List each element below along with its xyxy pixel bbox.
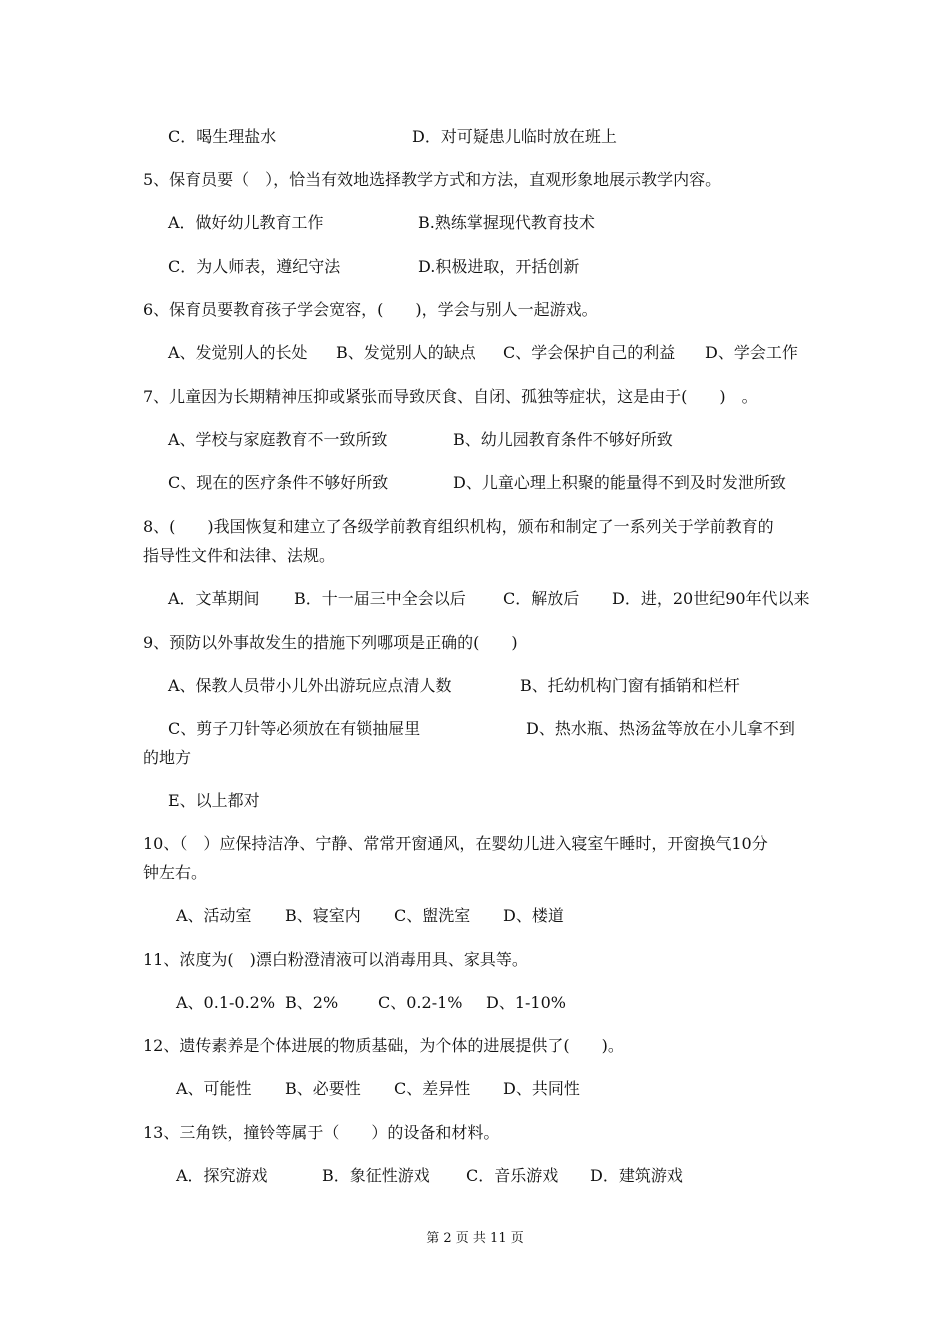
page-footer: 第 2 页 共 11 页 bbox=[426, 1231, 524, 1246]
q9-option-b: B、托幼机构门窗有插销和栏杆 bbox=[520, 676, 740, 695]
q11-option-b: B、2% bbox=[285, 993, 339, 1012]
q5-option-d: D.积极进取，开括创新 bbox=[418, 257, 580, 276]
q4-option-c: C．喝生理盐水 bbox=[168, 127, 277, 146]
q9-option-d-line1: D、热水瓶、热汤盆等放在小儿拿不到 bbox=[526, 719, 795, 738]
q13-option-b: B．象征性游戏 bbox=[322, 1166, 430, 1185]
q6-option-c: C、学会保护自己的利益 bbox=[503, 343, 676, 362]
q5-option-a: A．做好幼儿教育工作 bbox=[168, 213, 324, 232]
q12-option-a: A、可能性 bbox=[176, 1079, 252, 1098]
q9-option-d-line2: 的地方 bbox=[143, 748, 192, 767]
q5-stem: 5、保育员要（ ），恰当有效地选择教学方式和方法，直观形象地展示教学内容。 bbox=[143, 170, 722, 189]
q10-option-c: C、盥洗室 bbox=[394, 906, 471, 925]
q6-option-b: B、发觉别人的缺点 bbox=[336, 343, 476, 362]
q7-option-a: A、学校与家庭教育不一致所致 bbox=[168, 430, 388, 449]
q7-stem: 7、儿童因为长期精神压抑或紧张而导致厌食、自闭、孤独等症状，这是由于( ) 。 bbox=[143, 387, 758, 406]
q5-option-b: B.熟练掌握现代教育技术 bbox=[418, 213, 595, 232]
q13-stem: 13、三角铁，撞铃等属于（ ）的设备和材料。 bbox=[143, 1123, 500, 1142]
q13-option-a: A．探究游戏 bbox=[176, 1166, 268, 1185]
q13-option-c: C．音乐游戏 bbox=[466, 1166, 559, 1185]
q4-option-d: D．对可疑患儿临时放在班上 bbox=[412, 127, 617, 146]
q11-option-a: A、0.1-0.2% bbox=[176, 993, 276, 1012]
q5-option-c: C．为人师表，遵纪守法 bbox=[168, 257, 341, 276]
q11-option-d: D、1-10% bbox=[486, 993, 566, 1012]
q11-stem: 11、浓度为( )漂白粉澄清液可以消毒用具、家具等。 bbox=[143, 950, 528, 969]
q10-stem-line2: 钟左右。 bbox=[143, 863, 208, 882]
q12-option-c: C、差异性 bbox=[394, 1079, 471, 1098]
q8-stem-line2: 指导性文件和法律、法规。 bbox=[143, 546, 336, 565]
q10-stem-line1: 10、（ ）应保持洁净、宁静、常常开窗通风，在婴幼儿进入寝室午睡时，开窗换气10分 bbox=[143, 834, 768, 853]
q10-option-b: B、寝室内 bbox=[285, 906, 361, 925]
q12-option-b: B、必要性 bbox=[285, 1079, 361, 1098]
q7-option-b: B、幼儿园教育条件不够好所致 bbox=[453, 430, 673, 449]
q8-option-b: B．十一届三中全会以后 bbox=[294, 589, 466, 608]
q10-option-d: D、楼道 bbox=[503, 906, 564, 925]
q6-stem: 6、保育员要教育孩子学会宽容，( )，学会与别人一起游戏。 bbox=[143, 300, 598, 319]
q12-stem: 12、遗传素养是个体进展的物质基础，为个体的进展提供了( )。 bbox=[143, 1036, 624, 1055]
q9-stem: 9、预防以外事故发生的措施下列哪项是正确的( ) bbox=[143, 633, 518, 652]
q8-option-c: C．解放后 bbox=[503, 589, 580, 608]
q9-option-a: A、保教人员带小儿外出游玩应点清人数 bbox=[168, 676, 452, 695]
q8-stem-line1: 8、( )我国恢复和建立了各级学前教育组织机构，颁布和制定了一系列关于学前教育的 bbox=[143, 517, 774, 536]
q7-option-d: D、儿童心理上积聚的能量得不到及时发泄所致 bbox=[453, 473, 786, 492]
q7-option-c: C、现在的医疗条件不够好所致 bbox=[168, 473, 389, 492]
q6-option-a: A、发觉别人的长处 bbox=[168, 343, 308, 362]
q9-option-c: C、剪子刀针等必须放在有锁抽屉里 bbox=[168, 719, 421, 738]
q8-option-d: D．进，20世纪90年代以来 bbox=[612, 589, 810, 608]
q13-option-d: D．建筑游戏 bbox=[590, 1166, 683, 1185]
q8-option-a: A．文革期间 bbox=[168, 589, 260, 608]
q6-option-d: D、学会工作 bbox=[705, 343, 798, 362]
q11-option-c: C、0.2-1% bbox=[378, 993, 463, 1012]
q12-option-d: D、共同性 bbox=[503, 1079, 580, 1098]
q9-option-e: E、以上都对 bbox=[168, 791, 260, 810]
q10-option-a: A、活动室 bbox=[176, 906, 252, 925]
